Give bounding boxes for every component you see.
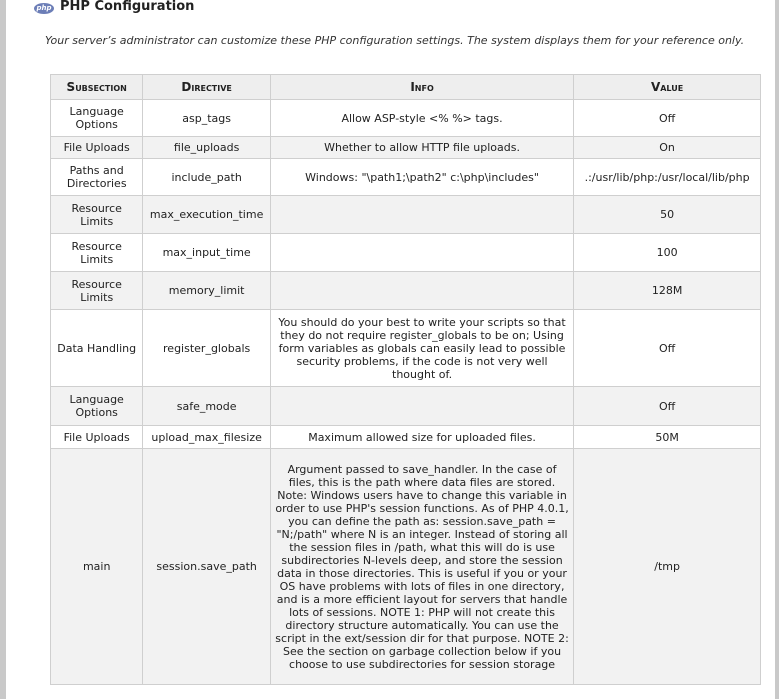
- table-header-row: [51, 75, 761, 100]
- table-row: [51, 159, 761, 196]
- cell-subsection: main: [51, 449, 143, 685]
- cell-info: Maximum allowed size for uploaded files.: [270, 426, 573, 449]
- cell-directive: max_execution_time: [143, 196, 271, 234]
- table-row: [51, 387, 761, 426]
- cell-directive: asp_tags: [143, 100, 271, 137]
- cell-value: On: [574, 137, 761, 159]
- section-description: Your server’s administrator can customize these PHP configuration settings. The system displays them for your reference only.: [45, 34, 745, 47]
- section-header: [34, 0, 194, 22]
- cell-info: Whether to allow HTTP file uploads.: [270, 137, 573, 159]
- table-row: [51, 310, 761, 387]
- column-header-directive[interactable]: Directive: [143, 75, 271, 100]
- table-row: [51, 449, 761, 685]
- cell-directive: upload_max_filesize: [143, 426, 271, 449]
- table-row: [51, 196, 761, 234]
- cell-value: 100: [574, 234, 761, 272]
- cell-value: 128M: [574, 272, 761, 310]
- cell-value: Off: [574, 310, 761, 387]
- cell-directive: session.save_path: [143, 449, 271, 685]
- cell-directive: include_path: [143, 159, 271, 196]
- cell-info: Argument passed to save_handler. In the case of files, this is the path where data files are stored. Note: Windows users have to change this variable in order to use PHP's session functions. As of PHP 4.0.1, you can define the path as: session.save_path = "N;/path" where N is an integer. Instead of storing all the session files in /path, what this will do is use subdirectories N-levels deep, and store the session data in those directories. This is useful if you or your OS have problems with lots of files in one directory, and is a more efficient layout for servers that handle lots of sessions. NOTE 1: PHP will not create this directory structure automatically. You can use the script in the ext/session dir for that purpose. NOTE 2: See the section on garbage collection below if you choose to use subdirectories for session storage: [270, 449, 573, 685]
- cell-info: [270, 196, 573, 234]
- cell-value: 50: [574, 196, 761, 234]
- cell-info: [270, 234, 573, 272]
- cell-directive: safe_mode: [143, 387, 271, 426]
- column-header-value[interactable]: Value: [574, 75, 761, 100]
- cell-value: Off: [574, 100, 761, 137]
- cell-info: You should do your best to write your scripts so that they do not require register_globals to be on; Using form variables as globals can easily lead to possible security problems, if the code is not very well thought of.: [270, 310, 573, 387]
- cell-directive: max_input_time: [143, 234, 271, 272]
- cell-value: .:/usr/lib/php:/usr/local/lib/php: [574, 159, 761, 196]
- page-title: PHP Configuration: [60, 0, 195, 14]
- cell-directive: memory_limit: [143, 272, 271, 310]
- cell-subsection: Resource Limits: [51, 272, 143, 310]
- cell-subsection: Resource Limits: [51, 234, 143, 272]
- cell-subsection: Resource Limits: [51, 196, 143, 234]
- cell-subsection: File Uploads: [51, 137, 143, 159]
- table-row: [51, 234, 761, 272]
- cell-value: Off: [574, 387, 761, 426]
- php-config-table: [50, 74, 761, 685]
- cell-info: Allow ASP-style <% %> tags.: [270, 100, 573, 137]
- cell-subsection: Data Handling: [51, 310, 143, 387]
- cell-directive: register_globals: [143, 310, 271, 387]
- column-header-info[interactable]: Info: [270, 75, 573, 100]
- cell-subsection: File Uploads: [51, 426, 143, 449]
- php-icon: php: [34, 3, 54, 14]
- cell-info: [270, 387, 573, 426]
- cell-subsection: Paths and Directories: [51, 159, 143, 196]
- cell-subsection: Language Options: [51, 100, 143, 137]
- cell-directive: file_uploads: [143, 137, 271, 159]
- column-header-subsection[interactable]: Subsection: [51, 75, 143, 100]
- cell-value: /tmp: [574, 449, 761, 685]
- table-row: [51, 100, 761, 137]
- table-row: [51, 137, 761, 159]
- cell-info: [270, 272, 573, 310]
- table-row: [51, 426, 761, 449]
- table-row: [51, 272, 761, 310]
- cell-subsection: Language Options: [51, 387, 143, 426]
- cell-info: Windows: "\path1;\path2" c:\php\includes": [270, 159, 573, 196]
- cell-value: 50M: [574, 426, 761, 449]
